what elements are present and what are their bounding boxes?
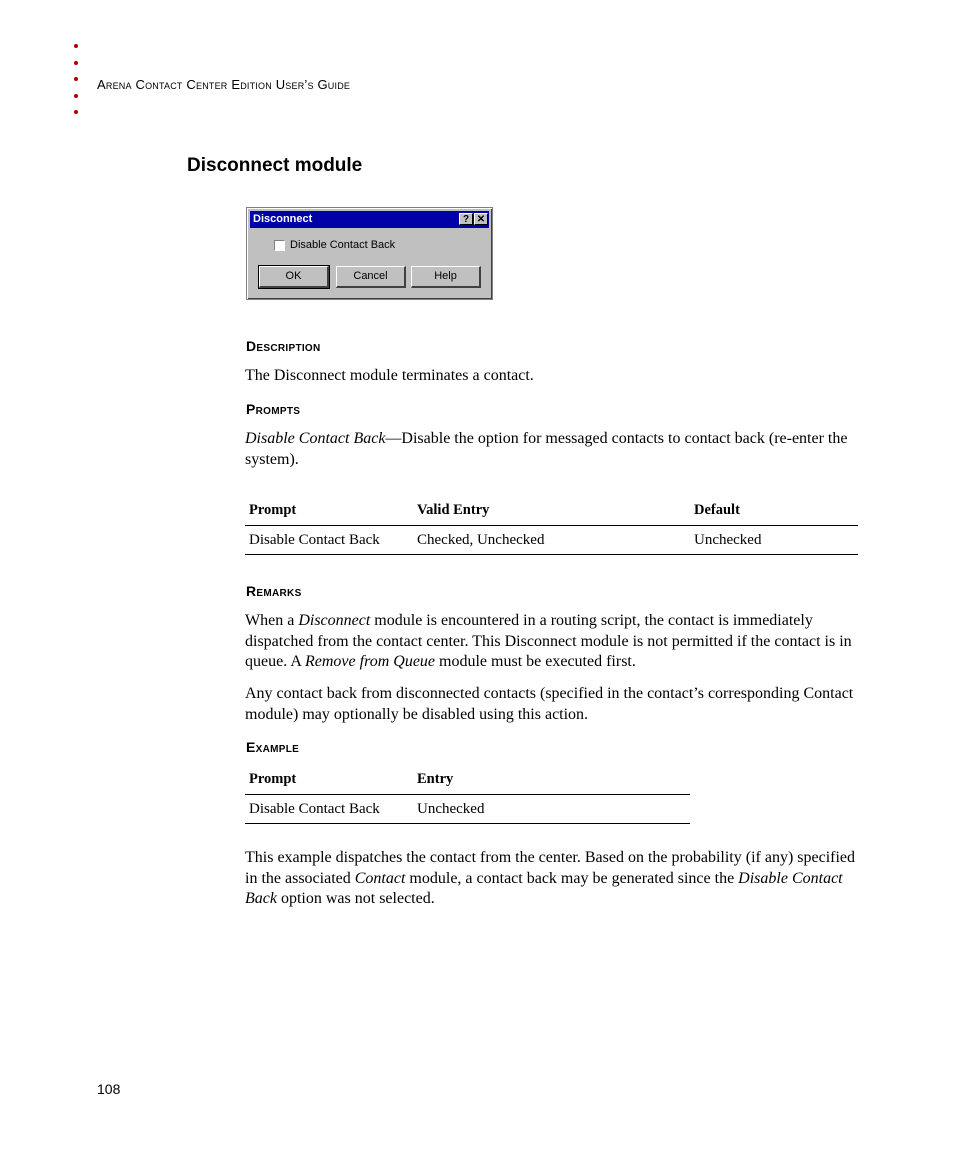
page-title: Disconnect module xyxy=(187,155,363,176)
column-header: Default xyxy=(690,495,858,526)
remarks-paragraph-2: Any contact back from disconnected contacts (specified in the contact’s corresponding Contact module) may optionally be disabled using this action. xyxy=(245,685,854,723)
close-icon[interactable]: ✕ xyxy=(474,213,488,225)
remarks-heading: Remarks xyxy=(246,583,302,599)
help-icon[interactable]: ? xyxy=(459,213,473,225)
bullet xyxy=(74,61,78,65)
table-row xyxy=(245,795,690,824)
example-heading: Example xyxy=(246,739,300,755)
disable-contact-back-checkbox[interactable] xyxy=(274,240,285,251)
table-cell: Unchecked xyxy=(690,526,858,555)
prompts-heading: Prompts xyxy=(246,401,301,417)
example-table xyxy=(245,764,690,824)
prompts-table xyxy=(245,495,858,555)
help-button[interactable]: Help xyxy=(411,266,481,288)
table-cell: Checked, Unchecked xyxy=(413,526,690,555)
prompt-definition: —Disable the option for messaged contacts to contact back (re-enter the system). xyxy=(245,430,848,468)
example-paragraph xyxy=(245,848,860,910)
disable-contact-back-option[interactable] xyxy=(274,239,395,251)
bullet xyxy=(74,77,78,81)
text-run: option was not selected. xyxy=(276,890,435,907)
table-row xyxy=(245,526,858,555)
text-run: module must be executed first. xyxy=(435,653,636,670)
table-header-row xyxy=(245,764,690,795)
table-cell: Unchecked xyxy=(413,795,690,824)
column-header: Prompt xyxy=(245,495,413,526)
running-head: Arena Contact Center Edition User’s Guide xyxy=(97,77,351,92)
table-cell: Disable Contact Back xyxy=(245,795,413,824)
column-header: Entry xyxy=(413,764,690,795)
prompt-term: Disable Contact Back xyxy=(245,430,386,447)
prompts-text xyxy=(245,429,860,470)
disconnect-dialog xyxy=(246,207,493,300)
text-run: module, a contact back may be generated since the xyxy=(405,869,739,887)
ok-button[interactable]: OK xyxy=(259,266,329,288)
description-text: The Disconnect module terminates a contact. xyxy=(245,367,534,384)
dialog-title: Disconnect xyxy=(253,213,313,225)
italic-run: Disable Contact Back xyxy=(245,869,843,907)
table-cell: Disable Contact Back xyxy=(245,526,413,555)
page-number: 108 xyxy=(97,1081,121,1097)
text-run: When a xyxy=(245,612,299,629)
text-run: module is encountered in a routing script, the contact is immediately dispatched from the contact center. This Disconnect module is not permitted if the contact is in queue. A xyxy=(245,612,852,670)
bullet xyxy=(74,94,78,98)
text-run: This example dispatches the contact from the center. Based on the probability (if any) specified in the associated xyxy=(245,849,856,887)
column-header: Prompt xyxy=(245,764,413,795)
description-heading: Description xyxy=(246,338,321,354)
remarks-paragraph-1 xyxy=(245,611,860,673)
dialog-titlebar xyxy=(250,211,489,228)
bullet xyxy=(74,44,78,48)
italic-run: Remove from Queue xyxy=(305,653,436,670)
bullet xyxy=(74,110,78,114)
column-header: Valid Entry xyxy=(413,495,690,526)
italic-run: Contact xyxy=(354,869,406,887)
table-header-row xyxy=(245,495,858,526)
italic-run: Disconnect xyxy=(298,612,371,629)
cancel-button[interactable]: Cancel xyxy=(336,266,406,288)
checkbox-label: Disable Contact Back xyxy=(290,239,396,251)
margin-bullets xyxy=(74,44,84,127)
